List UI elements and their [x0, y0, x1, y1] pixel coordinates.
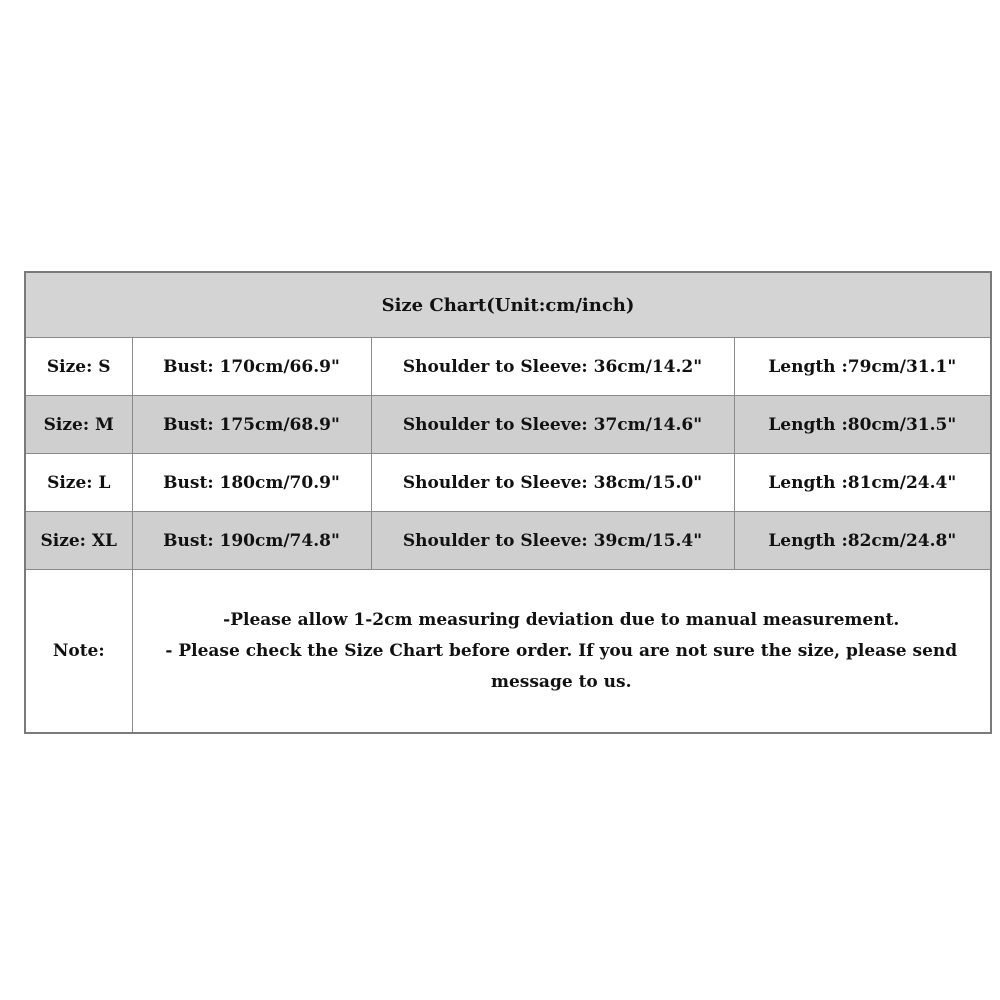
- size-cell: Size: S: [25, 338, 132, 396]
- table-row: [25, 512, 991, 570]
- length-cell: Length :80cm/31.5": [734, 396, 991, 454]
- shoulder-cell: Shoulder to Sleeve: 37cm/14.6": [371, 396, 734, 454]
- note-line-1: -Please allow 1-2cm measuring deviation due to manual measurement.: [223, 609, 900, 630]
- length-cell: Length :79cm/31.1": [734, 338, 991, 396]
- length-cell: Length :82cm/24.8": [734, 512, 991, 570]
- size-cell: Size: M: [25, 396, 132, 454]
- note-row: [25, 570, 991, 734]
- note-line-2: - Please check the Size Chart before order. If you are not sure the size, please send message to us.: [165, 640, 958, 692]
- length-cell: Length :81cm/24.4": [734, 454, 991, 512]
- size-cell: Size: XL: [25, 512, 132, 570]
- shoulder-cell: Shoulder to Sleeve: 36cm/14.2": [371, 338, 734, 396]
- note-label: Note:: [25, 570, 132, 734]
- shoulder-cell: Shoulder to Sleeve: 39cm/15.4": [371, 512, 734, 570]
- size-cell: Size: L: [25, 454, 132, 512]
- size-chart-table: [24, 271, 992, 734]
- title-row: [25, 272, 991, 338]
- table-row: [25, 396, 991, 454]
- size-chart-title: Size Chart(Unit:cm/inch): [25, 272, 991, 338]
- table-row: [25, 338, 991, 396]
- note-text: [132, 570, 991, 734]
- bust-cell: Bust: 170cm/66.9": [132, 338, 371, 396]
- table-row: [25, 454, 991, 512]
- bust-cell: Bust: 175cm/68.9": [132, 396, 371, 454]
- bust-cell: Bust: 190cm/74.8": [132, 512, 371, 570]
- shoulder-cell: Shoulder to Sleeve: 38cm/15.0": [371, 454, 734, 512]
- bust-cell: Bust: 180cm/70.9": [132, 454, 371, 512]
